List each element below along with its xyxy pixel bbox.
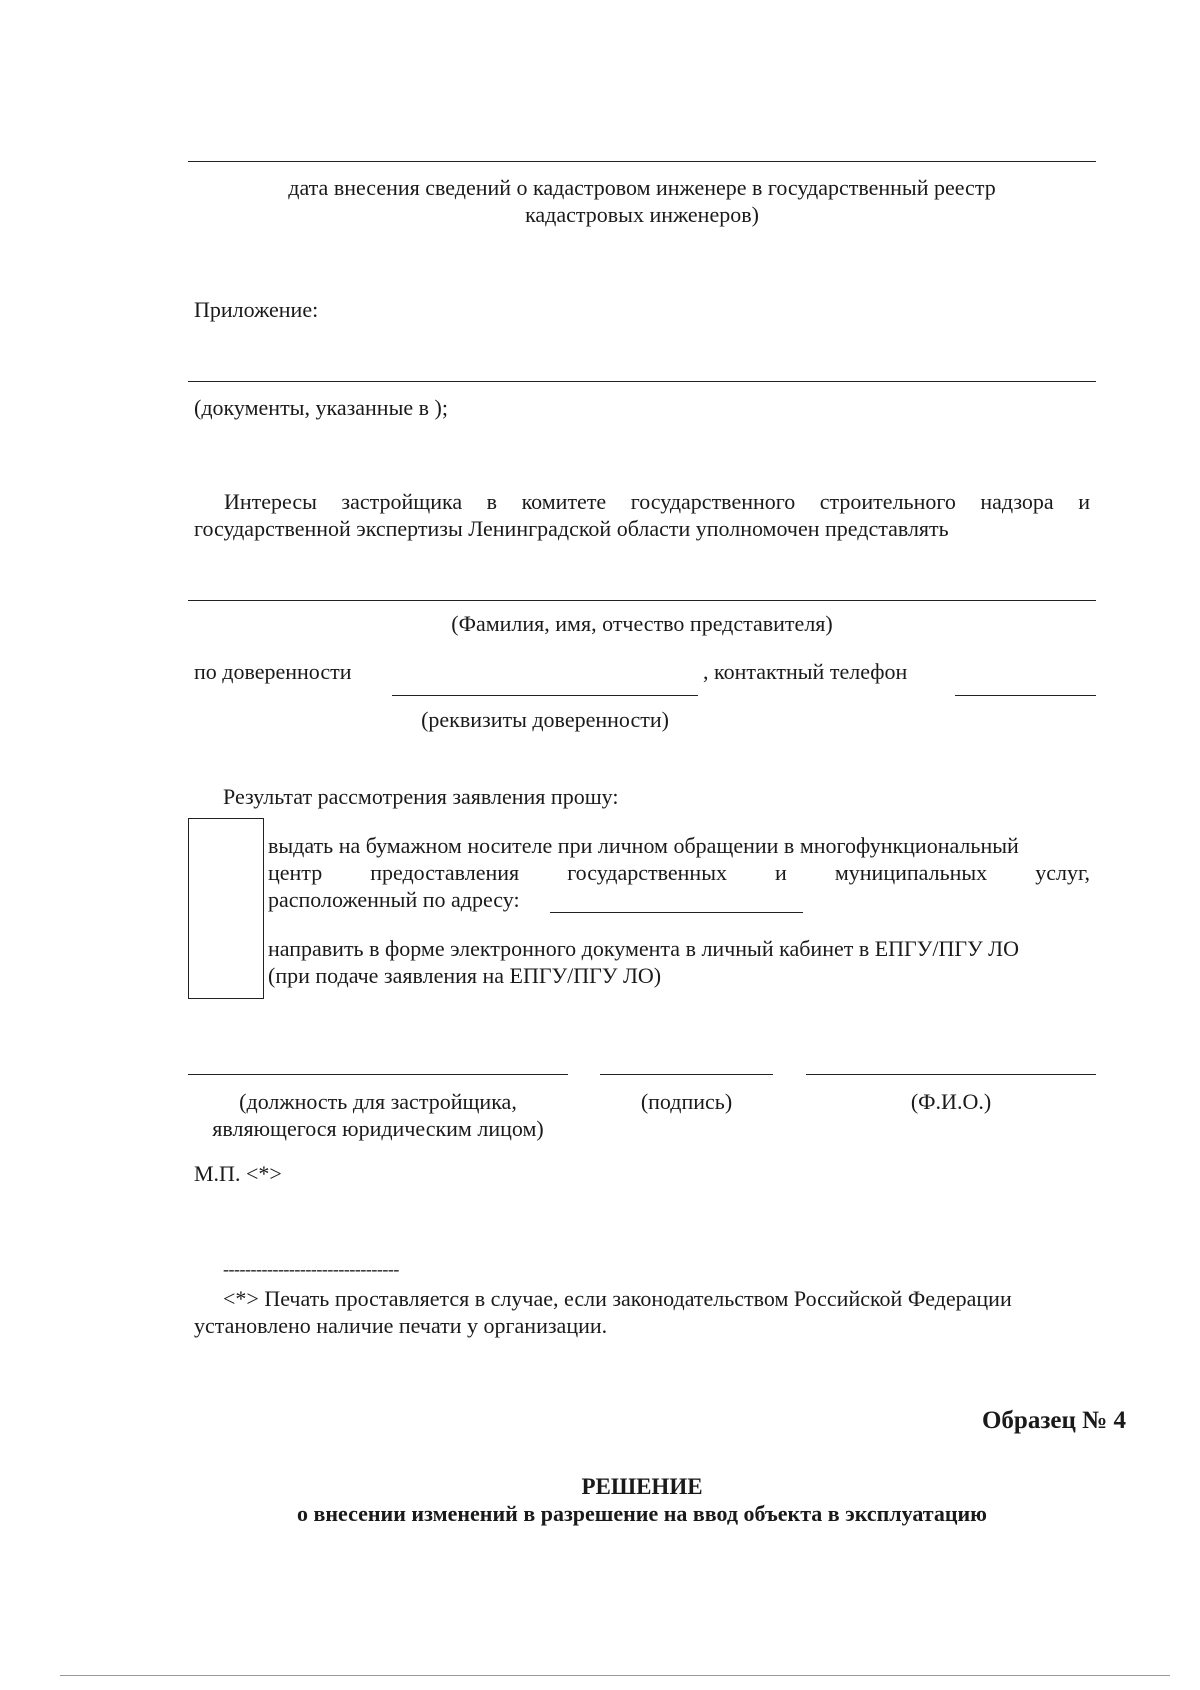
option-paper-line1: выдать на бумажном носителе при личном обращении в многофункциональный xyxy=(268,833,1019,858)
attachment-label: Приложение: xyxy=(194,297,319,322)
sample-number-label: Образец № 4 xyxy=(981,1407,1126,1434)
footnote-separator: -------------------------------- xyxy=(223,1259,399,1279)
signature-caption: (подпись) xyxy=(640,1089,733,1114)
option-paper-line2: центр предоставления государственных и муниципальных услуг, xyxy=(268,860,1090,885)
position-caption-line2: являющегося юридическим лицом) xyxy=(212,1116,544,1141)
fio-caption: (Ф.И.О.) xyxy=(910,1089,992,1114)
registry-date-caption-line2: кадастровых инженеров) xyxy=(525,202,759,227)
poa-label: по доверенности xyxy=(194,659,352,684)
footnote-line2: установлено наличие печати у организации. xyxy=(194,1313,608,1338)
phone-line[interactable] xyxy=(955,695,1096,696)
poa-details-line[interactable] xyxy=(392,695,698,696)
result-intro: Результат рассмотрения заявления прошу: xyxy=(223,784,619,809)
option-paper-checkbox[interactable] xyxy=(188,818,264,923)
poa-caption: (реквизиты доверенности) xyxy=(421,707,669,732)
representative-name-caption: (Фамилия, имя, отчество представителя) xyxy=(451,611,833,636)
signature-line[interactable] xyxy=(600,1074,773,1075)
option-paper-line3: расположенный по адресу: xyxy=(268,887,520,912)
top-signature-line xyxy=(188,161,1096,162)
representative-name-line[interactable] xyxy=(188,600,1096,601)
decision-subtitle: о внесении изменений в разрешение на ввод объекта в эксплуатацию xyxy=(296,1501,987,1526)
decision-title: РЕШЕНИЕ xyxy=(581,1474,703,1499)
page-bottom-edge xyxy=(60,1675,1170,1676)
representative-paragraph-line2: государственной экспертизы Ленинградской области уполномочен представлять xyxy=(194,516,949,541)
registry-date-caption-line1: дата внесения сведений о кадастровом инженере в государственный реестр xyxy=(288,175,996,200)
fio-line[interactable] xyxy=(806,1074,1096,1075)
position-line[interactable] xyxy=(188,1074,568,1075)
attachment-fill-line[interactable] xyxy=(188,381,1096,382)
footnote-line1: <*> Печать проставляется в случае, если законодательством Российской Федерации xyxy=(223,1286,1012,1311)
representative-paragraph-line1: Интересы застройщика в комитете государственного строительного надзора и xyxy=(224,489,1090,514)
option-electronic-checkbox[interactable] xyxy=(188,921,264,999)
phone-label: , контактный телефон xyxy=(703,659,908,684)
attachment-caption: (документы, указанные в ); xyxy=(194,395,448,420)
stamp-label: М.П. <*> xyxy=(194,1161,282,1186)
option-electronic-line1: направить в форме электронного документа в личный кабинет в ЕПГУ/ПГУ ЛО xyxy=(268,936,1019,961)
position-caption-line1: (должность для застройщика, xyxy=(239,1089,517,1114)
option-electronic-line2: (при подаче заявления на ЕПГУ/ПГУ ЛО) xyxy=(268,963,662,988)
option-paper-address-line[interactable] xyxy=(550,912,803,913)
